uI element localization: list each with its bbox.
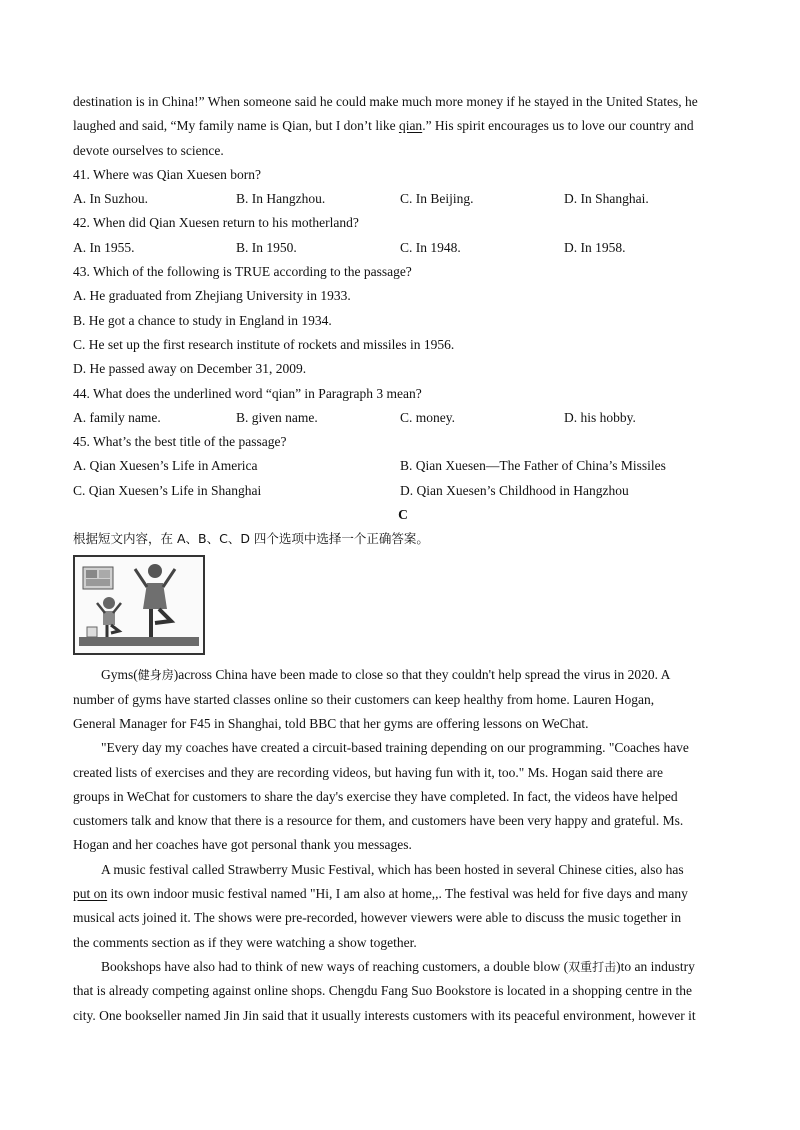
text-line: Hogan and her coaches have got personal thank you messages.: [73, 837, 412, 853]
option-d[interactable]: D. He passed away on December 31, 2009.: [73, 361, 307, 377]
option-b[interactable]: B. Qian Xuesen—The Father of China’s Missiles: [400, 458, 666, 474]
text-line: General Manager for F45 in Shanghai, told BBC that her gyms are offering lessons on WeChat.: [73, 715, 589, 731]
question-text: 43. Which of the following is TRUE according to the passage?: [73, 264, 412, 280]
text-line: customers talk and know that there is a resource for them, and customers have been very happy and grateful. Ms.: [73, 813, 684, 829]
option-a[interactable]: A. Qian Xuesen’s Life in America: [73, 458, 258, 474]
question-43: [73, 260, 733, 381]
text-line: musical acts joined it. The shows were pre-recorded, however viewers were able to discuss the music together in: [73, 910, 682, 926]
text-line: number of gyms have started classes online so their customers can keep healthy from home. Lauren Hogan,: [73, 691, 655, 707]
options-row: [73, 454, 733, 478]
text-fragment: )across China have been made to close so that they couldn't help spread the virus in 2020. A: [173, 667, 671, 683]
option-a[interactable]: A. In 1955.: [73, 239, 135, 255]
options-row: [73, 406, 733, 430]
text-line: A music festival called Strawberry Music Festival, which has been hosted in several Chinese cities, also has: [101, 861, 684, 877]
text-fragment: its own indoor music festival named "Hi, I am also at home,,. The festival was held for five days and many: [107, 886, 688, 902]
options-row: [73, 236, 733, 260]
options-row: [73, 187, 733, 211]
passage-paragraph-4: [73, 955, 733, 1028]
option-d[interactable]: D. Qian Xuesen’s Childhood in Hangzhou: [400, 482, 629, 498]
option-a[interactable]: A. He graduated from Zhejiang University in 1933.: [73, 288, 351, 304]
text-line: city. One bookseller named Jin Jin said that it usually interests customers with its peaceful environment, however it: [73, 1007, 696, 1023]
text-line: destination is in China!” When someone said he could make much more money if he stayed in the United States, he: [73, 94, 698, 109]
option-a[interactable]: A. In Suzhou.: [73, 191, 148, 207]
document-page: [73, 90, 733, 1028]
passage-paragraph-2: [73, 736, 733, 857]
option-c[interactable]: C. In Beijing.: [400, 191, 474, 207]
text-line: [73, 663, 733, 687]
text-line: groups in WeChat for customers to share the day's exercise they have completed. In fact, the videos have helped: [73, 788, 678, 804]
option-c[interactable]: C. He set up the first research institute of rockets and missiles in 1956.: [73, 336, 455, 352]
option-b[interactable]: B. In 1950.: [236, 239, 297, 255]
passage-paragraph-3: [73, 858, 733, 955]
text-fragment: laughed and said, “My family name is Qian, but I don’t like: [73, 118, 399, 134]
underlined-word-qian: qian: [398, 118, 423, 134]
question-44: [73, 382, 733, 431]
text-fragment: Bookshops have also had to think of new ways of reaching customers, a double blow (: [101, 958, 569, 974]
option-a[interactable]: A. family name.: [73, 409, 161, 425]
question-45: [73, 430, 733, 503]
option-c[interactable]: C. money.: [400, 409, 455, 425]
chinese-gloss: 健身房: [137, 668, 174, 683]
text-line: created lists of exercises and they are recording videos, but having fun with it, too." Ms. Hogan said there are: [73, 764, 663, 780]
text-line: [73, 882, 733, 906]
text-line: the comments section as if they were watching a show together.: [73, 934, 417, 950]
options-row: [73, 479, 733, 503]
question-text: 44. What does the underlined word “qian” in Paragraph 3 mean?: [73, 385, 422, 401]
intro-paragraph: [73, 90, 733, 163]
option-d[interactable]: D. his hobby.: [564, 409, 636, 425]
chinese-gloss: 双重打击: [568, 959, 617, 974]
text-line: [73, 114, 733, 138]
text-fragment: .” His spirit encourages us to love our country and: [422, 118, 694, 134]
section-instruction: 根据短文内容，在 A、B、C、D 四个选项中选择一个正确答案。: [73, 531, 429, 547]
option-d[interactable]: D. In Shanghai.: [564, 191, 649, 207]
text-fragment: )to an industry: [616, 958, 695, 974]
option-b[interactable]: B. given name.: [236, 409, 318, 425]
passage-paragraph-1: [73, 663, 733, 736]
question-text: 45. What’s the best title of the passage?: [73, 434, 287, 450]
option-b[interactable]: B. He got a chance to study in England in 1934.: [73, 312, 332, 328]
yoga-illustration: [73, 555, 205, 655]
text-line: "Every day my coaches have created a circuit-based training depending on our programming. "Coaches have: [101, 740, 689, 756]
question-41: [73, 163, 733, 212]
text-line: [73, 955, 733, 979]
question-text: 41. Where was Qian Xuesen born?: [73, 166, 261, 182]
text-line: that is already competing against online shops. Chengdu Fang Suo Bookstore is located in a shopping centre in the: [73, 983, 693, 999]
option-b[interactable]: B. In Hangzhou.: [236, 191, 326, 207]
question-text: 42. When did Qian Xuesen return to his motherland?: [73, 215, 359, 231]
option-c[interactable]: C. In 1948.: [400, 239, 461, 255]
option-d[interactable]: D. In 1958.: [564, 239, 626, 255]
underlined-phrase-put-on: put on: [73, 886, 108, 902]
section-heading-c: C: [398, 507, 408, 523]
text-line: devote ourselves to science.: [73, 142, 224, 158]
text-fragment: Gyms(: [101, 667, 138, 683]
option-c[interactable]: C. Qian Xuesen’s Life in Shanghai: [73, 482, 262, 498]
question-42: [73, 211, 733, 260]
